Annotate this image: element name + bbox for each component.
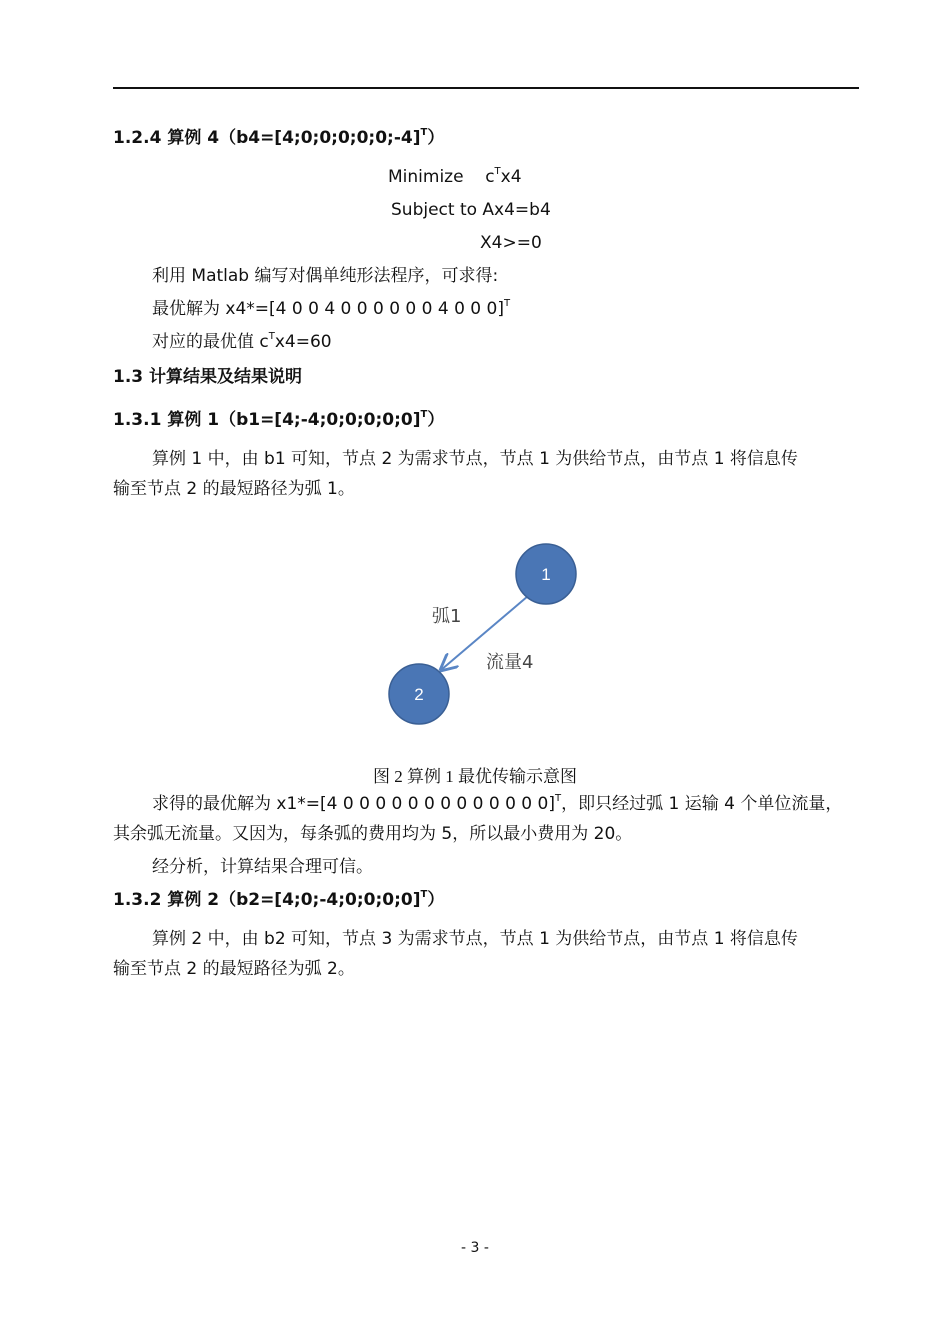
- section-heading-1-3-1: 1.3.1 算例 1（b1=[4;-4;0;0;0;0;0]$^T$）: [113, 409, 445, 430]
- section-heading-1-2-4: 1.2.4 算例 4（b4=[4;0;0;0;0;0;-4]$^T$）: [113, 127, 445, 148]
- paragraph-example1-line1: 算例 1 中，由 b1 可知，节点 2 为需求节点，节点 1 为供给节点，由节点 1 将信息传: [152, 449, 798, 469]
- lp-constraint: Subject to Ax4=b4: [391, 200, 551, 220]
- paragraph-example1-line2: 输至节点 2 的最短路径为弧 1。: [113, 479, 355, 499]
- section-heading-1-3: 1.3 计算结果及结果说明: [113, 367, 303, 387]
- optimal-solution-x4: 最优解为 x4*=[4 0 0 4 0 0 0 0 0 0 4 0 0 0]$^T$: [152, 298, 511, 319]
- optimal-transport-diagram: [370, 530, 600, 740]
- lp-objective: Minimize $c^Tx4$: [388, 166, 522, 187]
- section-heading-1-3-2: 1.3.2 算例 2（b2=[4;0;-4;0;0;0;0]$^T$）: [113, 889, 445, 910]
- header-rule: [113, 87, 859, 89]
- paragraph-example2-line2: 输至节点 2 的最短路径为弧 2。: [113, 959, 355, 979]
- node-1-label: 1: [541, 565, 551, 584]
- page-number: - 3 -: [461, 1240, 489, 1256]
- figure-caption: 图 2 算例 1 最优传输示意图: [373, 767, 577, 786]
- flow-label: 流量4: [486, 652, 534, 673]
- result-example1-line2: 其余弧无流量。又因为，每条弧的费用均为 5，所以最小费用为 20。: [113, 824, 633, 844]
- optimal-value-x4: 对应的最优值 $c^Tx4=60$: [152, 331, 332, 352]
- paragraph-example2-line1: 算例 2 中，由 b2 可知，节点 3 为需求节点，节点 1 为供给节点，由节点 1 将信息传: [152, 929, 798, 949]
- result-example1-line1: 求得的最优解为 x1*=[4 0 0 0 0 0 0 0 0 0 0 0 0 0]$^T$，即只经过弧 1 运输 4 个单位流量，: [152, 793, 843, 814]
- analysis-text: 经分析，计算结果合理可信。: [152, 857, 373, 877]
- lp-nonnegativity: X4>=0: [480, 233, 542, 253]
- paragraph-matlab: 利用 Matlab 编写对偶单纯形法程序，可求得:: [152, 266, 499, 286]
- arc-label: 弧1: [432, 606, 462, 627]
- node-2-label: 2: [414, 685, 424, 704]
